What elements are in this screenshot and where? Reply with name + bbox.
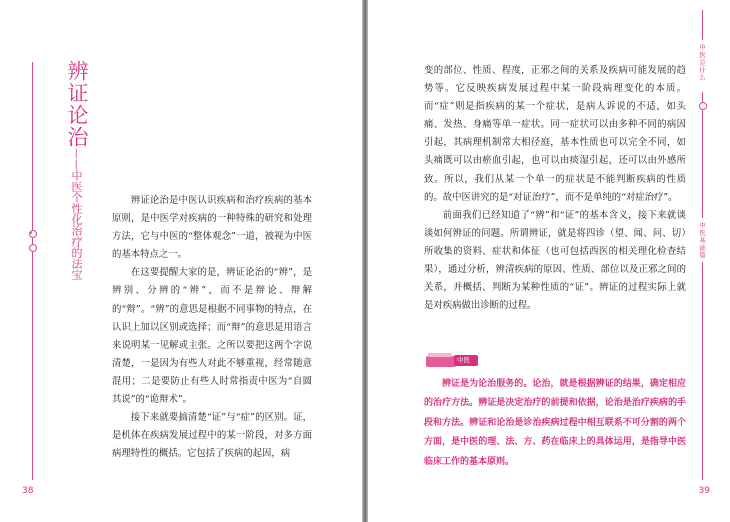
runner-rule-mid2 <box>702 110 703 218</box>
paragraph: 在这要提醒大家的是，辨证论治的“辨”，是辨别、分辨的“辨”，而不是辩论、辩解的“辩”。“辨”的意思是根据不同事物的特点，在认识上加以区别或选择；而“辩”的意思是用语言来说明某一见解或主张。之所以要把这两个字说清楚，一是因为有些人对此不够重视，经常随意混用；二是要防止有些人时常指责中医为“自圆其说”的“诡辩术”。 <box>112 267 312 406</box>
book-icon <box>426 356 456 367</box>
right-body <box>424 62 686 315</box>
sidebar-dot <box>30 232 32 234</box>
paragraph: 变的部位、性质、程度，正邪之间的关系及疾病可能发展的趋势等。它反映疾病发展过程中某一阶段病理变化的本质。而“症”则是指疾病的某一个症状，是病人诉说的不适，如头痛、发热、身痛等单一症状。同一症状可以由多种不同的病因引起，其病理机制常大相径庭，基本性质也可以完全不同，如头痛既可以由瘀血引起，也可以由痰湿引起，还可以由外感所致。所以，我们从某一个单一的症状是不能判断疾病的性质的。故中医讲究的是“对证治疗”，而不是单纯的“对症治疗”。 <box>424 65 686 203</box>
paragraph: 前面我们已经知道了“辨”和“证”的基本含义，接下来就谈谈如何辨证的问题。所谓辨证，就是将四诊（望、闻、问、切）所收集的资料、症状和体征（也可包括西医的相关理化检查结果），通过分析，辨清疾病的原因、性质、部位以及正邪之间的关系，并概括、判断为某种性质的“证”。辨证的过程实际上就是对疾病做出诊断的过程。 <box>424 209 686 312</box>
summary-text: 辨证是为论治服务的。论治，就是根据辨证的结果，确定相应的治疗方法。辨证是决定治疗的前提和依据，论治是治疗疾病的手段和方法。辨证和论治是诊治疾病过程中相互联系不可分割的两个方面，是中医的理、法、方、药在临床上的具体运用，是指导中医临床工作的基本原则。 <box>424 379 686 467</box>
page-number-right: 39 <box>698 486 710 496</box>
chapter-subtitle: ——中医个性化治疗的法宝 <box>70 148 83 280</box>
running-head-section: 中医基础篇 <box>698 222 706 259</box>
tcm-note-badge <box>426 354 478 375</box>
left-body <box>112 192 312 463</box>
running-head-top: 中医是什么 <box>698 44 706 81</box>
sidebar-rule-bottom <box>32 252 33 480</box>
paragraph: 接下来就要搞清楚“证”与“症”的区别。证，是机体在疾病发展过程中的某一阶段，对多方面病理特性的概括。它包括了疾病的起因，病 <box>112 412 312 460</box>
right-page <box>368 0 730 522</box>
runner-rule-top <box>702 10 703 40</box>
runner-ring <box>699 102 707 110</box>
paragraph: 辨证论治是中医认识疾病和治疗疾病的基本原则，是中医学对疾病的一种特殊的研究和处理方法，它与中医的“整体观念”一道，被视为中医的基本特点之一。 <box>112 195 312 261</box>
left-page <box>0 0 362 522</box>
badge-label: 中医说 <box>454 355 478 366</box>
summary-box <box>424 375 686 472</box>
sidebar-ring-2 <box>29 244 37 252</box>
runner-rule-bottom <box>702 262 703 480</box>
sidebar-rule-top <box>32 62 33 230</box>
page-number-left: 38 <box>22 486 34 496</box>
chapter-title: 辨证论治 <box>65 60 89 148</box>
runner-rule-mid <box>702 92 703 102</box>
